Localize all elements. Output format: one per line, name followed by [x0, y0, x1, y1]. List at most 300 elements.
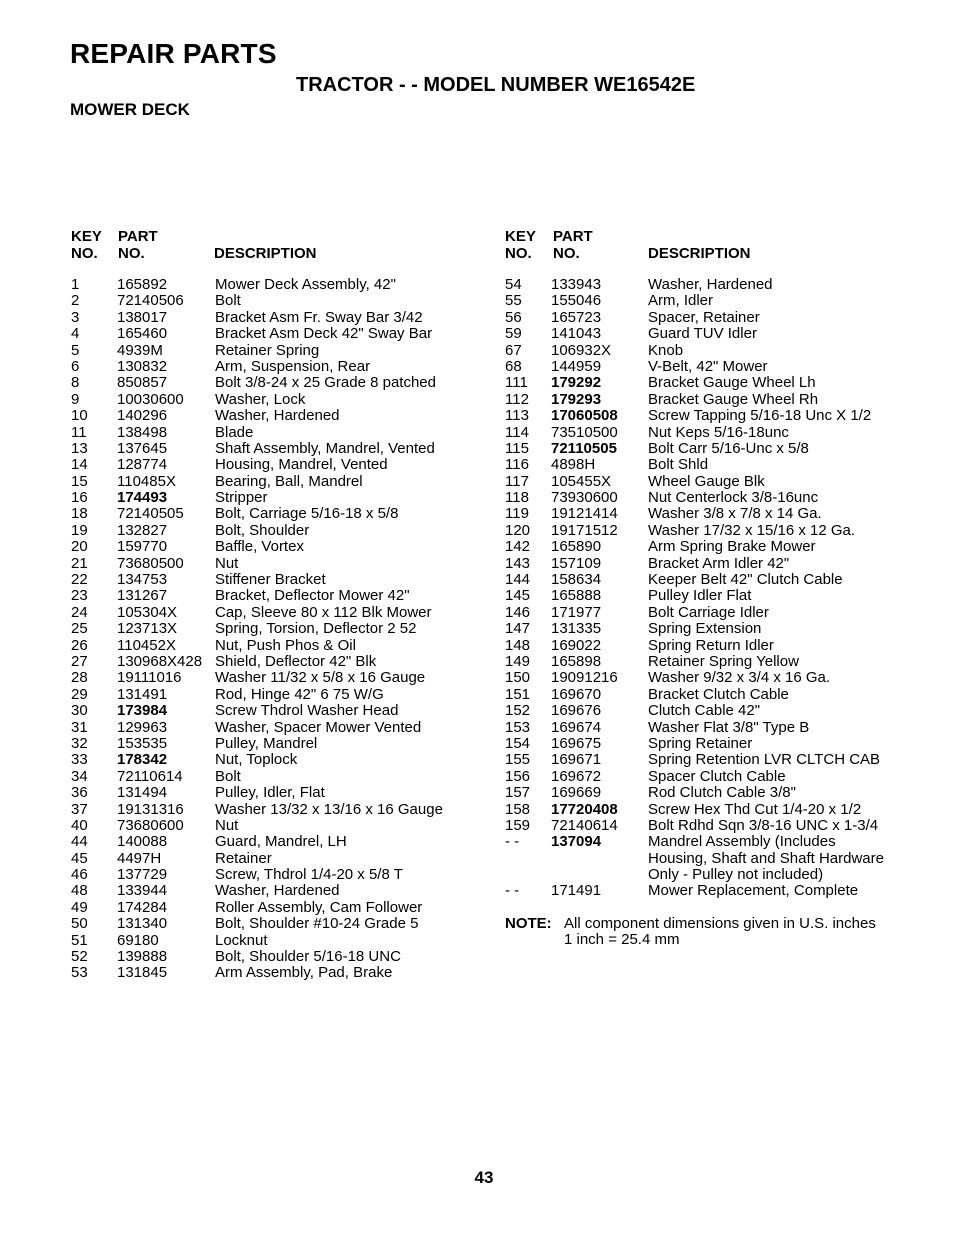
part-description: Bearing, Ball, Mandrel	[215, 472, 363, 490]
table-row	[505, 474, 925, 490]
key-number: 116	[505, 456, 529, 474]
part-description: Housing, Shaft and Shaft Hardware	[648, 849, 884, 867]
part-description: Pulley, Idler, Flat	[215, 784, 325, 802]
key-number: 36	[71, 784, 88, 802]
description-header: DESCRIPTION	[214, 245, 317, 262]
table-row	[505, 752, 925, 768]
table-row	[505, 277, 925, 293]
part-description: Bolt Carriage Idler	[648, 603, 769, 621]
key-number: 153	[505, 718, 531, 736]
key-number: 22	[71, 571, 88, 589]
part-number: 72140506	[117, 292, 184, 310]
key-number: 19	[71, 521, 88, 539]
table-row	[505, 392, 925, 408]
part-description: Screw Thdrol Washer Head	[215, 702, 399, 720]
key-number: 152	[505, 702, 531, 720]
table-header	[505, 229, 925, 265]
part-description: Washer 11/32 x 5/8 x 16 Gauge	[215, 669, 426, 687]
key-header-top: KEY	[505, 228, 536, 245]
part-description: Baffle, Vortex	[215, 538, 304, 556]
part-number: 158634	[551, 571, 602, 589]
description-header: DESCRIPTION	[648, 245, 751, 262]
part-description: Washer, Hardened	[215, 882, 340, 900]
table-row	[505, 588, 925, 604]
page-title: REPAIR PARTS	[70, 38, 277, 69]
part-description: Housing, Mandrel, Vented	[215, 456, 388, 474]
key-number: 40	[71, 816, 88, 834]
part-number: 131340	[117, 915, 168, 933]
part-description: Stripper	[215, 489, 268, 507]
key-number: 56	[505, 308, 522, 326]
table-row	[71, 326, 481, 342]
key-number: 44	[71, 833, 88, 851]
part-description: Nut Centerlock 3/8-16unc	[648, 489, 819, 507]
table-row	[71, 851, 481, 867]
part-number: 105455X	[551, 472, 612, 490]
part-number: 138017	[117, 308, 168, 326]
part-number: 140296	[117, 407, 168, 425]
key-number: 24	[71, 603, 88, 621]
key-header-bottom: NO.	[71, 245, 98, 262]
key-number: 147	[505, 620, 531, 638]
key-number: 67	[505, 341, 522, 359]
table-row	[71, 769, 481, 785]
part-description: Retainer	[215, 849, 272, 867]
part-description: Bracket Asm Fr. Sway Bar 3/42	[215, 308, 423, 326]
table-row	[505, 326, 925, 342]
table-row	[505, 310, 925, 326]
table-row	[71, 375, 481, 391]
table-row	[71, 933, 481, 949]
table-row	[505, 867, 925, 883]
part-header-top: PART	[553, 228, 593, 245]
parts-table-left	[71, 229, 481, 982]
part-description: Retainer Spring	[215, 341, 320, 359]
key-number: 54	[505, 276, 522, 293]
key-number: 49	[71, 898, 88, 916]
table-row	[71, 785, 481, 801]
part-number: 179292	[551, 374, 602, 392]
part-description: Nut	[215, 816, 239, 834]
part-number: 130968X428	[117, 652, 203, 670]
key-number: 25	[71, 620, 88, 638]
table-row	[505, 293, 925, 309]
key-number: 145	[505, 587, 531, 605]
part-number: 138498	[117, 423, 168, 441]
part-description: Washer Flat 3/8" Type B	[648, 718, 810, 736]
part-number: 131845	[117, 964, 168, 982]
key-number: 120	[505, 521, 531, 539]
part-description: Nut, Toplock	[215, 751, 298, 769]
table-row	[71, 490, 481, 506]
key-number: 1	[71, 276, 80, 293]
part-number: 165888	[551, 587, 602, 605]
part-description: Blade	[215, 423, 254, 441]
key-number: 157	[505, 784, 531, 802]
key-number: 31	[71, 718, 88, 736]
part-number: 173984	[117, 702, 168, 720]
table-row	[505, 605, 925, 621]
part-description: Washer, Hardened	[215, 407, 340, 425]
key-number: 146	[505, 603, 531, 621]
part-number: 165892	[117, 276, 168, 293]
part-number: 72140505	[117, 505, 184, 523]
table-row	[71, 605, 481, 621]
part-number: 110452X	[117, 636, 176, 654]
table-row	[71, 965, 481, 981]
key-number: 23	[71, 587, 88, 605]
key-number: 52	[71, 948, 88, 966]
table-row	[71, 736, 481, 752]
part-number: 141043	[551, 325, 602, 343]
key-number: 115	[505, 439, 529, 457]
part-description: Rod, Hinge 42" 6 75 W/G	[215, 685, 384, 703]
part-description: Locknut	[215, 931, 268, 949]
part-description: Nut, Push Phos & Oil	[215, 636, 356, 654]
part-description: Guard, Mandrel, LH	[215, 833, 347, 851]
part-description: Clutch Cable 42"	[648, 702, 761, 720]
table-row	[71, 556, 481, 572]
key-number: 50	[71, 915, 88, 933]
part-description: Washer 9/32 x 3/4 x 16 Ga.	[648, 669, 831, 687]
part-description: Washer, Lock	[215, 390, 306, 408]
part-number: 73680600	[117, 816, 184, 834]
key-number: 55	[505, 292, 522, 310]
part-description: Bolt, Shoulder	[215, 521, 310, 539]
part-description: Bolt	[215, 767, 241, 785]
table-row	[71, 883, 481, 899]
part-number: 165890	[551, 538, 602, 556]
key-number: 13	[71, 439, 88, 457]
key-number: 30	[71, 702, 88, 720]
part-description: Arm Spring Brake Mower	[648, 538, 816, 556]
part-description: Spacer Clutch Cable	[648, 767, 786, 785]
table-row	[505, 408, 925, 424]
table-row	[71, 916, 481, 932]
key-number: 3	[71, 308, 80, 326]
table-row	[71, 392, 481, 408]
part-number: 140088	[117, 833, 168, 851]
note-label: NOTE:	[505, 914, 552, 932]
part-number: 169672	[551, 767, 602, 785]
table-row	[505, 441, 925, 457]
key-number: 26	[71, 636, 88, 654]
part-number: 133943	[551, 276, 602, 293]
part-description: Bolt Rdhd Sqn 3/8-16 UNC x 1-3/4	[648, 816, 879, 834]
part-number: 17720408	[551, 800, 618, 818]
part-number: 144959	[551, 357, 602, 375]
parts-list-left	[71, 277, 481, 982]
table-row	[505, 818, 925, 834]
part-description: Spring Retention LVR CLTCH CAB	[648, 751, 881, 769]
part-description: Washer 3/8 x 7/8 x 14 Ga.	[648, 505, 822, 523]
part-description: Pulley Idler Flat	[648, 587, 752, 605]
part-number: 165723	[551, 308, 602, 326]
part-description: Roller Assembly, Cam Follower	[215, 898, 423, 916]
part-description: Arm, Suspension, Rear	[215, 357, 371, 375]
part-number: 69180	[117, 931, 159, 949]
table-row	[505, 490, 925, 506]
key-number: 20	[71, 538, 88, 556]
table-row	[505, 703, 925, 719]
part-description: Bracket Asm Deck 42" Sway Bar	[215, 325, 433, 343]
key-number: 144	[505, 571, 531, 589]
table-row	[505, 523, 925, 539]
table-row	[71, 752, 481, 768]
table-row	[505, 720, 925, 736]
part-description: Spring Return Idler	[648, 636, 774, 654]
part-number: 179293	[551, 390, 602, 408]
part-number: 131267	[117, 587, 168, 605]
key-number: 14	[71, 456, 88, 474]
table-row	[505, 834, 925, 850]
key-number: 5	[71, 341, 80, 359]
key-number: 119	[505, 505, 529, 523]
table-row	[505, 654, 925, 670]
part-description: Spring, Torsion, Deflector 2 52	[215, 620, 417, 638]
table-row	[71, 539, 481, 555]
key-number: 159	[505, 816, 531, 834]
page-number: 43	[474, 1168, 494, 1187]
key-number: 149	[505, 652, 531, 670]
part-number: 169671	[551, 751, 602, 769]
table-row	[71, 408, 481, 424]
part-description: Washer, Hardened	[648, 276, 773, 293]
part-number: 174493	[117, 489, 168, 507]
part-number: 129963	[117, 718, 168, 736]
part-description: Retainer Spring Yellow	[648, 652, 799, 670]
part-number: 157109	[551, 554, 602, 572]
part-number: 133944	[117, 882, 168, 900]
part-number: 169022	[551, 636, 602, 654]
table-row	[505, 375, 925, 391]
part-number: 131491	[117, 685, 168, 703]
part-description: Bolt Shld	[648, 456, 709, 474]
part-number: 139888	[117, 948, 168, 966]
table-row	[71, 703, 481, 719]
table-row	[505, 769, 925, 785]
table-row	[71, 818, 481, 834]
part-description: Only - Pulley not included)	[648, 866, 824, 884]
part-number: 153535	[117, 734, 168, 752]
part-description: Bolt, Shoulder 5/16-18 UNC	[215, 948, 401, 966]
table-row	[71, 638, 481, 654]
part-number: 169674	[551, 718, 602, 736]
table-row	[71, 293, 481, 309]
part-description: Nut Keps 5/16-18unc	[648, 423, 789, 441]
part-description: Cap, Sleeve 80 x 112 Blk Mower	[215, 603, 432, 621]
table-row	[505, 802, 925, 818]
key-number: 155	[505, 751, 531, 769]
section-title: MOWER DECK	[70, 100, 190, 119]
part-number: 178342	[117, 751, 168, 769]
part-description: Nut	[215, 554, 239, 572]
key-number: 15	[71, 472, 88, 490]
key-number: 68	[505, 357, 522, 375]
part-number: 73510500	[551, 423, 618, 441]
key-number: 117	[505, 472, 529, 490]
key-header-top: KEY	[71, 228, 102, 245]
part-number: 17060508	[551, 407, 618, 425]
key-number: 150	[505, 669, 531, 687]
key-number: 16	[71, 489, 88, 507]
part-description: Bolt	[215, 292, 241, 310]
table-row	[71, 621, 481, 637]
key-number: 111	[505, 374, 528, 392]
key-number: 27	[71, 652, 88, 670]
key-number: 28	[71, 669, 88, 687]
part-description: Bolt 3/8-24 x 25 Grade 8 patched	[215, 374, 436, 392]
table-row	[71, 720, 481, 736]
part-number: 4497H	[117, 849, 162, 867]
part-number: 165898	[551, 652, 602, 670]
table-row	[71, 277, 481, 293]
key-number: 53	[71, 964, 88, 982]
key-number: 32	[71, 734, 88, 752]
part-description: Keeper Belt 42" Clutch Cable	[648, 571, 843, 589]
table-row	[71, 802, 481, 818]
table-row	[71, 523, 481, 539]
part-description: Rod Clutch Cable 3/8"	[648, 784, 796, 802]
part-description: Screw, Thdrol 1/4-20 x 5/8 T	[215, 866, 403, 884]
key-number: 37	[71, 800, 88, 818]
table-row	[71, 670, 481, 686]
part-description: Bracket Clutch Cable	[648, 685, 789, 703]
key-number: 33	[71, 751, 88, 769]
part-number: 134753	[117, 571, 168, 589]
part-description: Washer 13/32 x 13/16 x 16 Gauge	[215, 800, 443, 818]
key-number: 142	[505, 538, 531, 556]
part-number: 169675	[551, 734, 602, 752]
table-row	[505, 687, 925, 703]
part-number: 137729	[117, 866, 168, 884]
table-row	[505, 539, 925, 555]
key-number: 34	[71, 767, 88, 785]
part-number: 137094	[551, 833, 602, 851]
key-number: 45	[71, 849, 88, 867]
table-row	[505, 425, 925, 441]
parts-table-right	[505, 228, 925, 949]
part-header-top: PART	[118, 228, 158, 245]
part-number: 4898H	[551, 456, 596, 474]
table-row	[71, 310, 481, 326]
key-number: 112	[505, 390, 529, 408]
table-row	[71, 572, 481, 588]
part-description: Shield, Deflector 42" Blk	[215, 652, 377, 670]
part-number: 159770	[117, 538, 168, 556]
part-description: Mandrel Assembly (Includes	[648, 833, 836, 851]
part-header-bottom: NO.	[553, 245, 580, 262]
table-row	[71, 588, 481, 604]
table-row	[505, 736, 925, 752]
table-row	[71, 687, 481, 703]
key-number: 2	[71, 292, 80, 310]
part-description: Arm Assembly, Pad, Brake	[215, 964, 393, 982]
key-number: 8	[71, 374, 80, 392]
table-row	[71, 441, 481, 457]
part-number: 132827	[117, 521, 168, 539]
part-number: 130832	[117, 357, 168, 375]
key-number: 4	[71, 325, 80, 343]
part-description: Knob	[648, 341, 684, 359]
part-number: 105304X	[117, 603, 178, 621]
table-row	[71, 425, 481, 441]
key-number: 9	[71, 390, 80, 408]
part-number: 169670	[551, 685, 602, 703]
part-number: 19131316	[117, 800, 184, 818]
part-number: 128774	[117, 456, 168, 474]
table-row	[505, 556, 925, 572]
part-description: Guard TUV Idler	[648, 325, 757, 343]
parts-list-right	[505, 277, 925, 900]
part-header-bottom: NO.	[118, 245, 145, 262]
key-number: 51	[71, 931, 88, 949]
table-row	[505, 638, 925, 654]
table-header	[71, 229, 481, 265]
part-description: Screw Tapping 5/16-18 Unc X 1/2	[648, 407, 872, 425]
part-description: Mower Deck Assembly, 42"	[215, 276, 396, 293]
part-number: 73930600	[551, 489, 618, 507]
table-row	[71, 834, 481, 850]
key-number: 113	[505, 407, 529, 425]
part-description: Spring Extension	[648, 620, 762, 638]
part-description: Wheel Gauge Blk	[648, 472, 765, 490]
part-number: 19171512	[551, 521, 618, 539]
table-row	[505, 883, 925, 899]
key-number: 29	[71, 685, 88, 703]
table-row	[505, 506, 925, 522]
key-number: 158	[505, 800, 531, 818]
key-header-bottom: NO.	[505, 245, 532, 262]
key-number: 148	[505, 636, 531, 654]
key-number: 18	[71, 505, 88, 523]
part-description: V-Belt, 42" Mower	[648, 357, 768, 375]
part-number: 73680500	[117, 554, 184, 572]
part-number: 137645	[117, 439, 168, 457]
key-number: 143	[505, 554, 531, 572]
part-description: Spacer, Retainer	[648, 308, 760, 326]
part-number: 169669	[551, 784, 602, 802]
table-row	[71, 654, 481, 670]
table-row	[505, 359, 925, 375]
table-row	[505, 621, 925, 637]
table-row	[505, 457, 925, 473]
table-row	[71, 474, 481, 490]
part-number: 72110505	[551, 439, 617, 457]
part-number: 19111016	[117, 669, 182, 687]
key-number: 114	[505, 423, 529, 441]
part-description: Mower Replacement, Complete	[648, 882, 859, 900]
key-number: 59	[505, 325, 522, 343]
part-description: Bolt, Shoulder #10-24 Grade 5	[215, 915, 419, 933]
part-description: Pulley, Mandrel	[215, 734, 318, 752]
part-number: 72140614	[551, 816, 618, 834]
part-description: Stiffener Bracket	[215, 571, 326, 589]
part-number: 10030600	[117, 390, 184, 408]
part-number: 171491	[551, 882, 602, 900]
part-number: 123713X	[117, 620, 178, 638]
part-description: Bracket Arm Idler 42"	[648, 554, 790, 572]
part-description: Arm, Idler	[648, 292, 714, 310]
table-row	[71, 343, 481, 359]
table-row	[71, 359, 481, 375]
table-row	[505, 785, 925, 801]
table-row	[505, 343, 925, 359]
table-row	[505, 670, 925, 686]
part-description: Washer 17/32 x 15/16 x 12 Ga.	[648, 521, 856, 539]
part-number: 155046	[551, 292, 602, 310]
part-description: Bracket Gauge Wheel Rh	[648, 390, 819, 408]
